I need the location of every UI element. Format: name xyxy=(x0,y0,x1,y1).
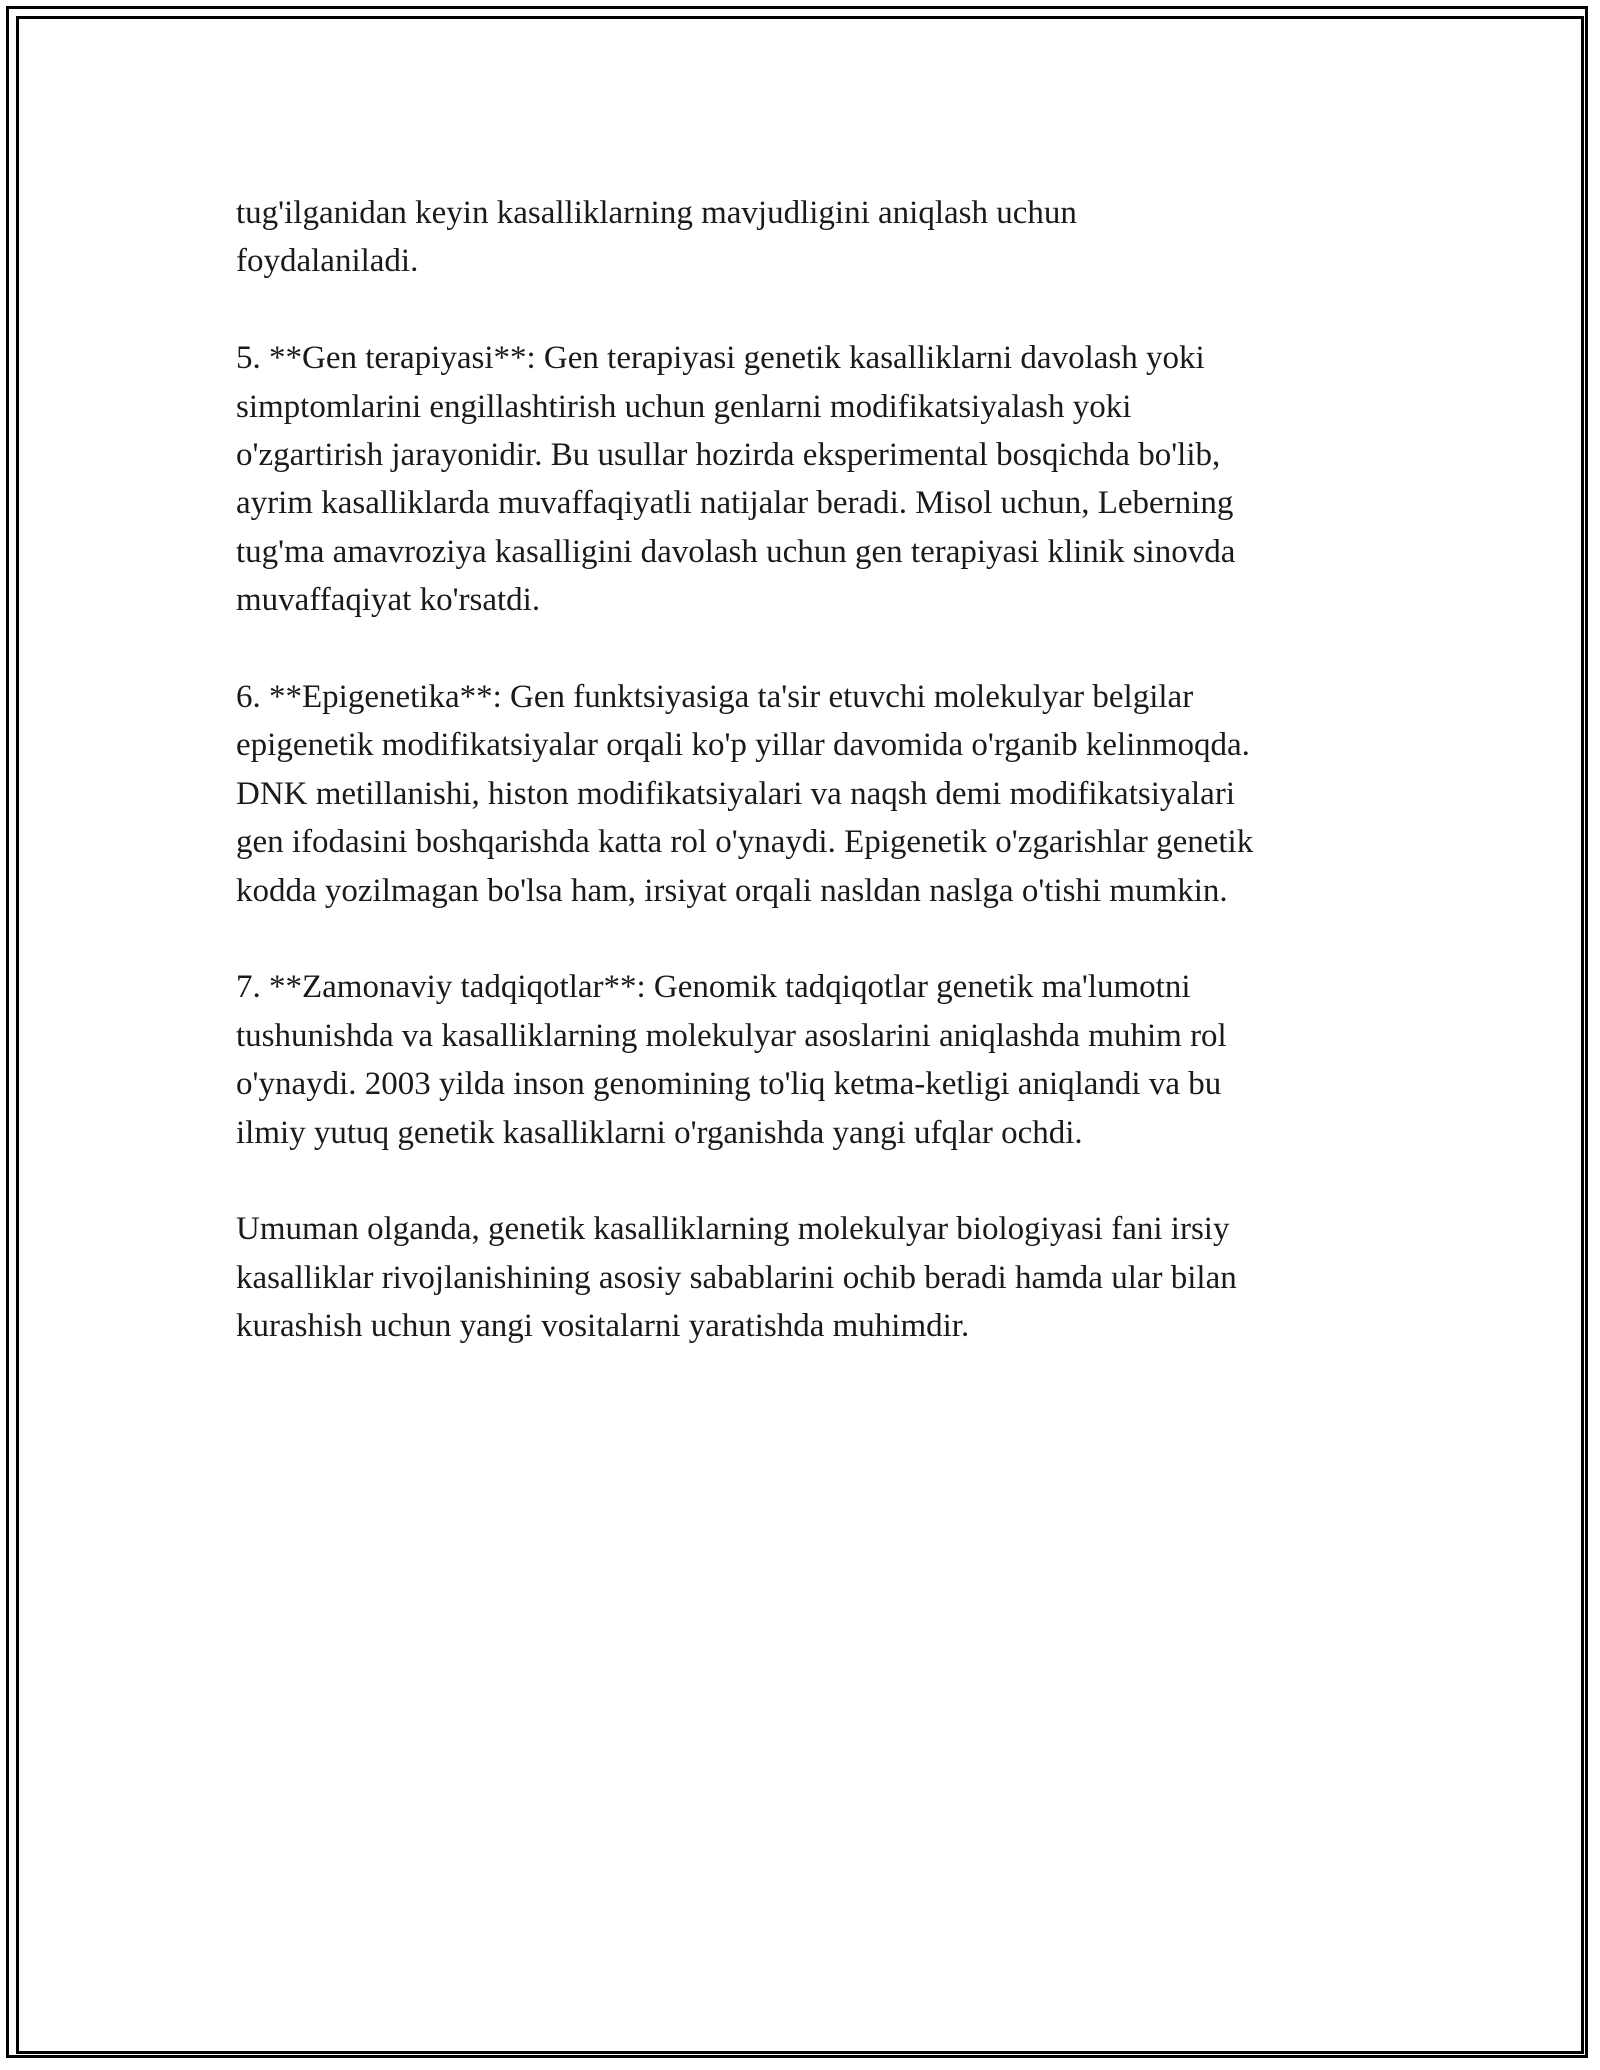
paragraph-continuation: tug'ilganidan keyin kasalliklarning mavjudligini aniqlash uchun foydalaniladi. xyxy=(236,195,1077,280)
paragraph-epigenetika: 6. **Epigenetika**: Gen funktsiyasiga ta'sir etuvchi molekulyar belgilar epigenetik modifikatsiyalar orqali ko'p yillar davomida o'rganib kelinmoqda. DNK metillanishi, histon modifikatsiyalari va naqsh demi modifikatsiyalari gen ifodasini boshqarishda katta rol o'ynaydi. Epigenetik o'zgarishlar genetik kodda yozilmagan bo'lsa ham, irsiyat orqali nasldan naslga o'tishi mumkin. xyxy=(236,679,1254,909)
paragraph-conclusion: Umuman olganda, genetik kasalliklarning molekulyar biologiyasi fani irsiy kasalliklar rivojlanishining asosiy sabablarini ochib beradi hamda ular bilan kurashish uchun yangi vositalarni yaratishda muhimdir. xyxy=(236,1211,1237,1345)
paragraph-gen-terapiyasi: 5. **Gen terapiyasi**: Gen terapiyasi genetik kasalliklarni davolash yoki simptomlarini engillashtirish uchun genlarni modifikatsiyalash yoki o'zgartirish jarayonidir. Bu usullar hozirda eksperimental bosqichda bo'lib, ayrim kasalliklarda muvaffaqiyatli natijalar beradi. Misol uchun, Leberning tug'ma amavroziya kasalligini davolash uchun gen terapiyasi klinik sinovda muvaffaqiyat ko'rsatdi. xyxy=(236,340,1236,619)
document-body xyxy=(236,189,1396,1399)
paragraph-zamonaviy-tadqiqotlar: 7. **Zamonaviy tadqiqotlar**: Genomik tadqiqotlar genetik ma'lumotni tushunishda va kasalliklarning molekulyar asoslarini aniqlashda muhim rol o'ynaydi. 2003 yilda inson genomining to'liq ketma-ketligi aniqlandi va bu ilmiy yutuq genetik kasalliklarni o'rganishda yangi ufqlar ochdi. xyxy=(236,969,1227,1151)
